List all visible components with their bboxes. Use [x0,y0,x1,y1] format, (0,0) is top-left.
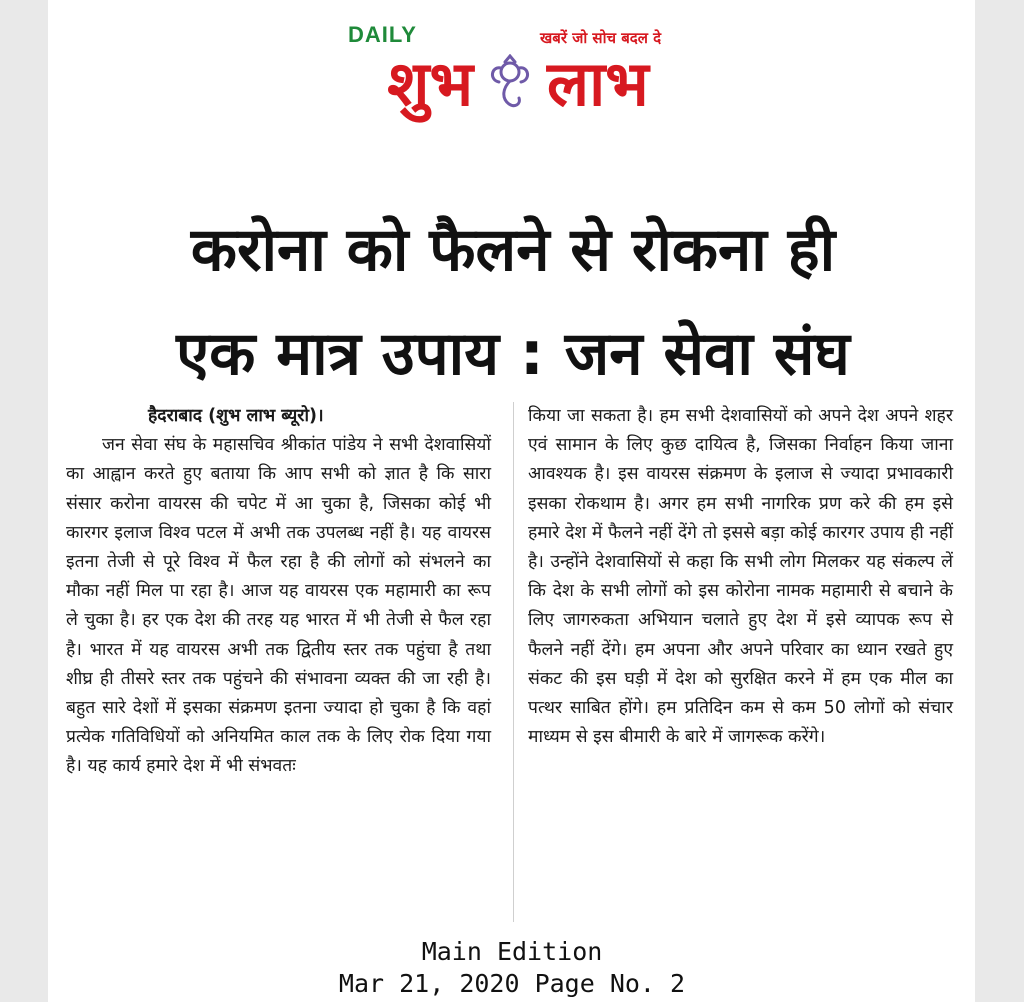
brand-left: शुभ [387,47,474,120]
date-page-label: Mar 21, 2020 Page No. 2 [338,969,686,998]
brand-right: लाभ [547,47,649,120]
edition-footer [0,936,1024,1000]
masthead-tagline: खबरें जो सोच बदल दे [540,29,662,47]
ganesh-icon [483,54,537,114]
article-column-left [66,402,491,782]
column-left-text: जन सेवा संघ के महासचिव श्रीकांत पांडेय ने सभी देशवासियों का आह्वान करते हुए बताया कि आप सभी को ज्ञात है कि सारा संसार करोना वायरस की चपेट में आ चुका है, जिसका कोई भी कारगर इलाज विश्व पटल में अभी तक उपलब्ध नहीं है। यह वायरस इतना तेजी से पूरे विश्व में फैल रहा है की लोगों को संभलने का मौका नहीं मिल पा रहा है। आज यह वायरस एक महामारी का रूप ले चुका है। हर एक देश की तरह यह भारत में भी तेजी से फैल रहा है। भारत में यह वायरस अभी तक द्वितीय स्तर तक पहुंचा है तथा शीघ्र ही तीसरे स्तर तक पहुंचने की संभावना व्यक्त की जा रही है। बहुत सारे देशों में इसका संक्रमण इतना ज्यादा हो चुका है कि वहां प्रत्येक गतिविधियों को अनियमित काल तक के लिए रोक दिया गया है। यह कार्य हमारे देश में भी संभवतः [66,435,491,777]
article-column-right [528,402,953,752]
edition-label: Main Edition [421,937,603,966]
dateline: हैदराबाद (शुभ लाभ ब्यूरो)। [148,406,324,426]
headline-line-2: एक मात्र उपाय : जन सेवा संघ [176,319,850,389]
brand-logo [318,44,718,124]
column-right-text: किया जा सकता है। हम सभी देशवासियों को अपने देश अपने शहर एवं सामान के लिए कुछ दायित्व है, जिसका निर्वाहन किया जाना आवश्यक है। इस वायरस संक्रमण के इलाज से ज्यादा प्रभावकारी इसका रोकथाम है। अगर हम सभी नागरिक प्रण करे की हम इसे हमारे देश में फैलने नहीं देंगे तो इससे बड़ा कोई कारगर उपाय ही नहीं है। उन्होंने देशवासियों से कहा कि सभी लोग मिलकर यह संकल्प लें कि देश के सभी लोगों को इस कोरोना नामक महामारी से बचाने के लिए जागरुकता अभियान चलाते हुए देश में इसे व्यापक रूप से फैलने नहीं देंगे। हम अपना और अपने परिवार का ध्यान रखते हुए संकट की इस घड़ी में देश को सुरक्षित करने में हम एक मील का पत्थर साबित होंगे। हम प्रतिदिन कम से कम 50 लोगों को संचार माध्यम से इस बीमारी के बारे में जागरूक करेंगे। [528,406,953,748]
headline [78,198,948,406]
daily-label: DAILY [348,22,417,47]
column-divider [513,402,514,922]
masthead [318,12,718,130]
newspaper-clipping [48,0,975,1002]
headline-line-1: करोना को फैलने से रोकना ही [190,215,836,285]
